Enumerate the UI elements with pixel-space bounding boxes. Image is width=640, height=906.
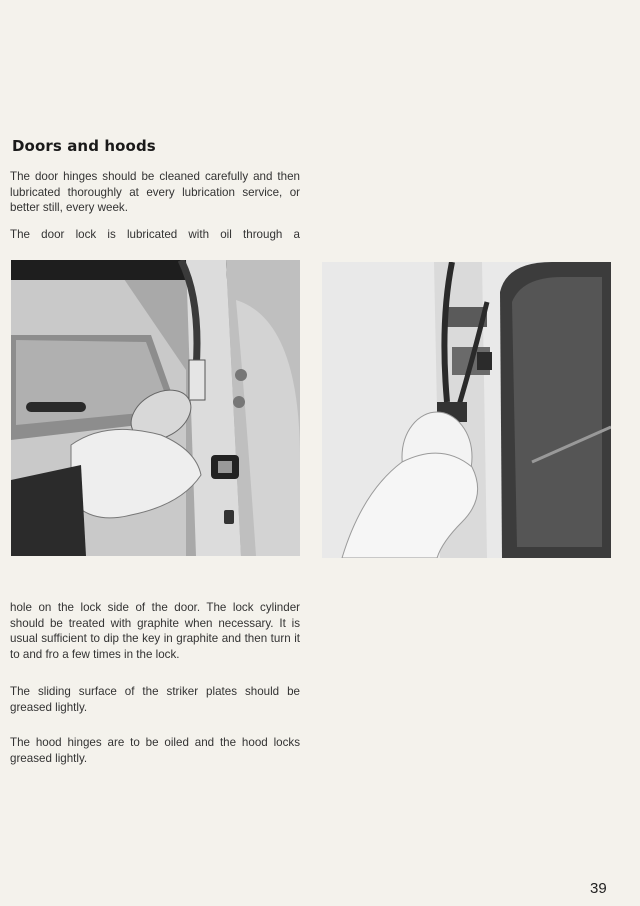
page-number: 39 <box>590 880 607 897</box>
section-heading: Doors and hoods <box>12 137 156 155</box>
paragraph-door-lock-intro: The door lock is lubricated with oil through a <box>10 228 300 241</box>
paragraph-door-lock-cylinder: hole on the lock side of the door. The lock cylinder should be treated with graphite when necessary. It is usual sufficient to dip the key in graphite and then turn it to and fro a few times in the lock. <box>10 601 300 661</box>
photo-oiling-door-hinge-illustration <box>322 262 611 558</box>
photo-oiling-door-lock-illustration <box>11 260 300 556</box>
photo-oiling-door-lock <box>11 260 300 556</box>
paragraph-striker-plates: The sliding surface of the striker plates should be greased lightly. <box>10 685 300 714</box>
photo-oiling-door-hinge <box>322 262 611 558</box>
paragraph-hood-hinges: The hood hinges are to be oiled and the hood locks greased lightly. <box>10 736 300 765</box>
paragraph-door-hinges: The door hinges should be cleaned carefully and then lubricated thoroughly at every lubrication service, or better still, every week. <box>10 170 300 215</box>
